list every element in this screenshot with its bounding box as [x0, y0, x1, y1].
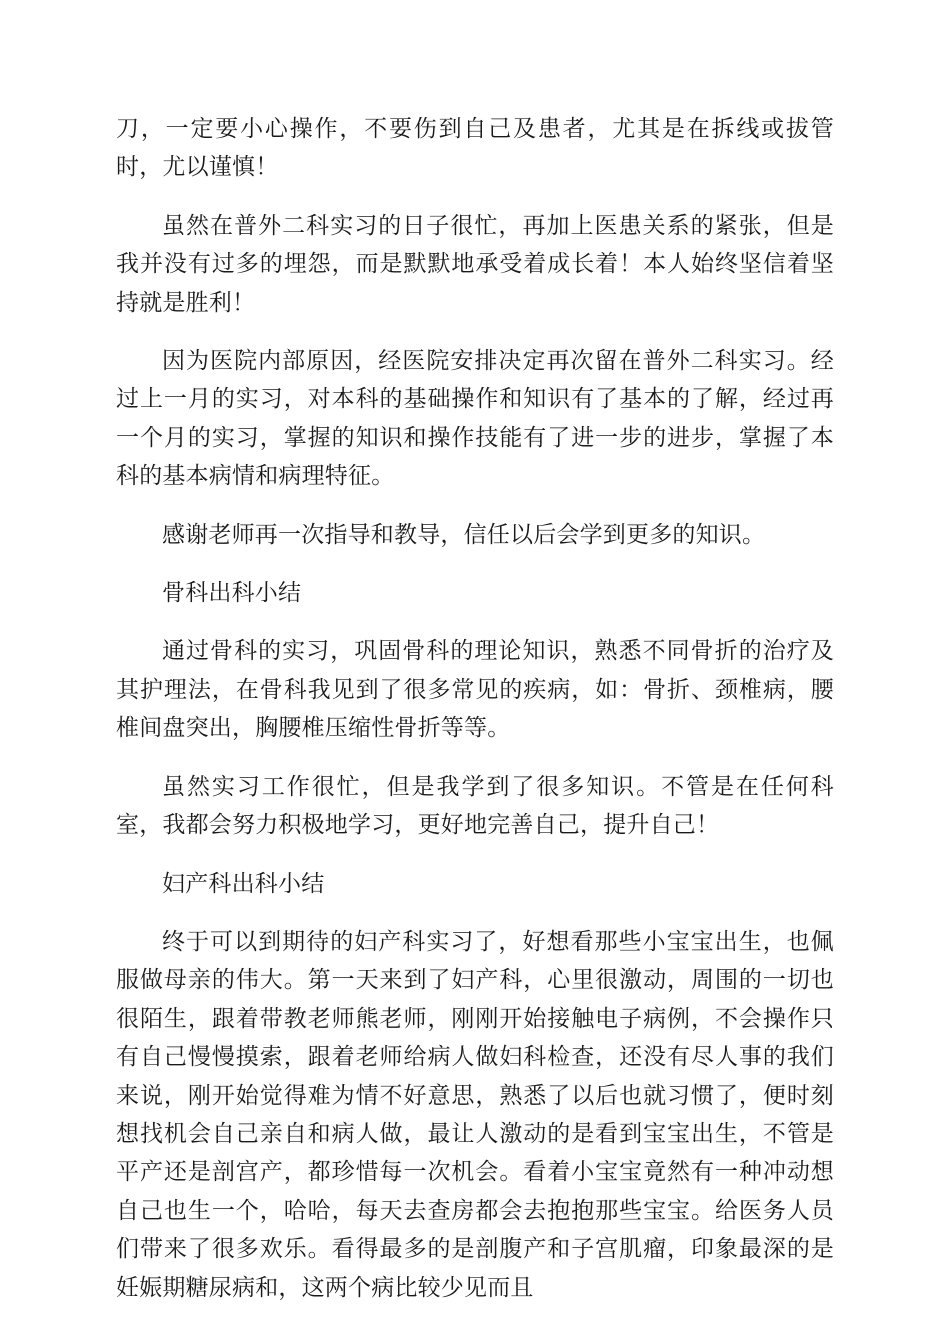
section-heading-orthopedics: 骨科出科小结 [162, 580, 302, 607]
paragraph: 感谢老师再一次指导和教导，信任以后会学到更多的知识。 [162, 521, 766, 548]
paragraph: 终于可以到期待的妇产科实习了，好想看那些小宝宝出生，也佩服做母亲的伟大。第一天来到了妇产科，心里很激动，周围的一切也很陌生，跟着带教老师熊老师，刚刚开始接触电子病例，不会操作只有自己慢慢摸索，跟着老师给病人做妇科检查，还没有尽人事的我们来说，刚开始觉得难为情不好意思，熟悉了以后也就习惯了，便时刻想找机会自己亲自和病人做，最让人激动的是看到宝宝出生，不管是平产还是剖宫产，都珍惜每一次机会。看着小宝宝竟然有一种冲动想自己也生一个，哈哈，每天去查房都会去抱抱那些宝宝。给医务人员们带来了很多欢乐。看得最多的是剖腹产和子宫肌瘤，印象最深的是妊娠期糖尿病和，这两个病比较少见而且 [116, 928, 834, 1301]
paragraph: 虽然在普外二科实习的日子很忙，再加上医患关系的紧张，但是我并没有过多的埋怨，而是默默地承受着成长着！本人始终坚信着坚持就是胜利！ [116, 212, 834, 316]
document-body [116, 110, 834, 1327]
section-heading-obstetrics: 妇产科出科小结 [162, 870, 325, 897]
paragraph: 因为医院内部原因，经医院安排决定再次留在普外二科实习。经过上一月的实习，对本科的基础操作和知识有了基本的了解，经过再一个月的实习，掌握的知识和操作技能有了进一步的进步，掌握了本科的基本病情和病理特征。 [116, 348, 834, 490]
paragraph: 通过骨科的实习，巩固骨科的理论知识，熟悉不同骨折的治疗及其护理法，在骨科我见到了很多常见的疾病，如：骨折、颈椎病，腰椎间盘突出，胸腰椎压缩性骨折等等。 [116, 638, 834, 742]
paragraph-continuation: 刀，一定要小心操作，不要伤到自己及患者，尤其是在拆线或拔管时，尤以谨慎！ [116, 116, 834, 181]
paragraph: 虽然实习工作很忙，但是我学到了很多知识。不管是在任何科室，我都会努力积极地学习，更好地完善自己，提升自己！ [116, 773, 834, 839]
